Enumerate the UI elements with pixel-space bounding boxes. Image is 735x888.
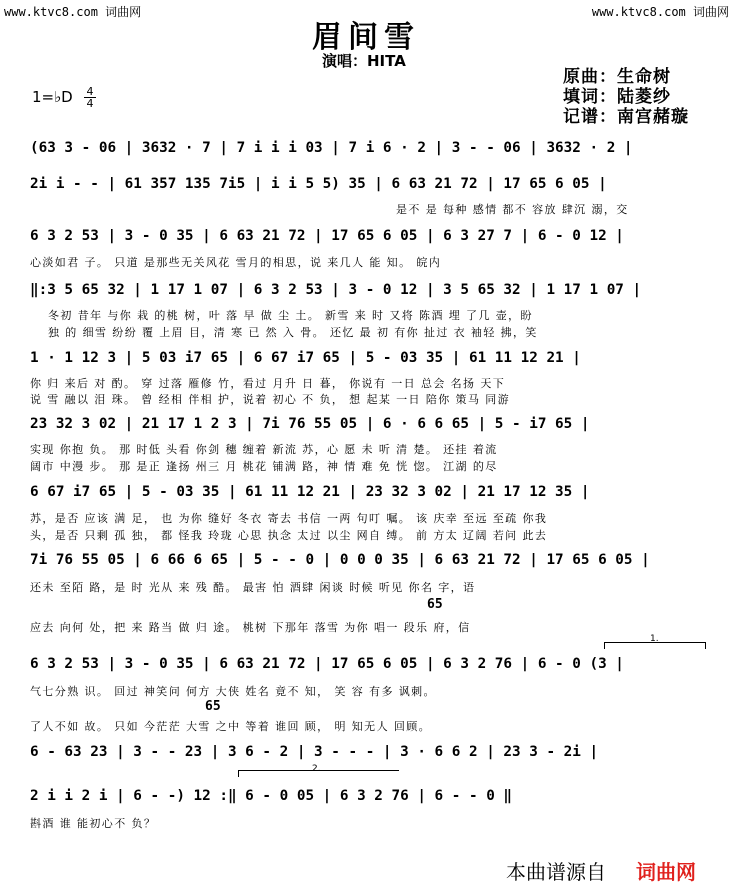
lyric-line-6b: 阔市 中漫 步。 那 是正 逢扬 州三 月 桃花 铺满 路，神 情 难 免 恍 惚。 江湖 的尽 bbox=[30, 460, 498, 473]
score-line-8: 7i 76 55 05 | 6 66 6 65 | 5 - - 0 | 0 0 0 35 | 6 63 21 72 | 17 65 6 05 | bbox=[30, 552, 650, 568]
singer-credit: 演唱：HITA bbox=[322, 52, 406, 70]
key-signature: 1=♭D bbox=[32, 88, 73, 106]
lyric-line-4b: 独 的 细雪 纷纷 覆 上眉 目，清 寒 已 然 入 骨。 还忆 最 初 有你 扯过 衣 袖轻 拂，笑 bbox=[48, 326, 538, 339]
score-line-7: 6 67 i7 65 | 5 - 03 35 | 61 11 12 21 | 23 32 3 02 | 21 17 12 35 | bbox=[30, 484, 590, 500]
score-line-1: (63 3 - 06 | 3632 · 7 | 7 i i i 03 | 7 i 6 · 2 | 3 - - 06 | 3632 · 2 | bbox=[30, 140, 633, 156]
transcriber-credit: 记谱：南宫赭璇 bbox=[563, 107, 689, 127]
footer-label: 本曲谱源自 bbox=[506, 860, 606, 884]
volta-1-label: 1. bbox=[650, 634, 659, 644]
lyricist-credit: 填词：陆菱纱 bbox=[563, 87, 671, 107]
lyric-line-4a: 冬初 昔年 与你 栽 的桃 树，叶 落 早 做 尘 土。 新雪 来 时 又将 陈酒 埋 了几 壶，盼 bbox=[48, 309, 533, 322]
score-line-3: 6 3 2 53 | 3 - 0 35 | 6 63 21 72 | 17 65 6 05 | 6 3 27 7 | 6 - 0 12 | bbox=[30, 228, 624, 244]
time-signature bbox=[84, 86, 96, 109]
score-line-2: 2i i - - | 61 357 135 7i5 | i i 5 5) 35 | 6 63 21 72 | 17 65 6 05 | bbox=[30, 176, 607, 192]
original-credit: 原曲：生命树 bbox=[563, 67, 671, 87]
score-line-6: 23 32 3 02 | 21 17 1 2 3 | 7i 76 55 05 | 6 · 6 6 65 | 5 - i7 65 | bbox=[30, 416, 590, 432]
lyric-line-7b: 头，是否 只剩 孤 独， 都 怪我 玲珑 心思 执念 太过 以尘 网自 缚。 前 方太 辽阔 若问 此去 bbox=[30, 529, 548, 542]
lyric-line-6a: 实现 你抱 负。 那 时低 头看 你剑 穗 缠着 新流 苏，心 愿 未 听 清 楚。 还挂 着流 bbox=[30, 443, 498, 456]
song-title: 眉间雪 bbox=[312, 20, 420, 55]
score-line-9: 6 3 2 53 | 3 - 0 35 | 6 63 21 72 | 17 65 6 05 | 6 3 2 76 | 6 - 0 (3 | bbox=[30, 656, 624, 672]
score-line-10: 6 - 63 23 | 3 - - 23 | 3 6 - 2 | 3 - - - | 3 · 6 6 2 | 23 3 - 2i | bbox=[30, 744, 599, 760]
lyric-line-5a: 你 归 来后 对 酌。 穿 过落 雁修 竹，看过 月升 日 暮， 你说有 一日 总会 名扬 天下 bbox=[30, 377, 506, 390]
volta-2-label: 2. bbox=[312, 764, 321, 774]
aux-notes-8: 65 bbox=[427, 597, 443, 612]
lyric-line-7a: 苏，是否 应该 满 足， 也 为你 缝好 冬衣 寄去 书信 一两 句叮 嘱。 该 庆幸 至远 至疏 你我 bbox=[30, 512, 548, 525]
lyric-line-5b: 说 雪 融以 泪 珠。 曾 经相 伴相 护，说着 初心 不 负， 想 起某 一日 陪你 策马 同游 bbox=[30, 393, 511, 406]
score-line-4: ‖:3 5 65 32 | 1 17 1 07 | 6 3 2 53 | 3 - 0 12 | 3 5 65 32 | 1 17 1 07 | bbox=[30, 282, 642, 298]
time-top: 4 bbox=[86, 85, 94, 98]
score-line-11: 2 i i 2 i | 6 - -) 12 :‖ 6 - 0 05 | 6 3 2 76 | 6 - - 0 ‖ bbox=[30, 788, 513, 804]
aux-notes-9: 65 bbox=[205, 699, 221, 714]
lyric-line-3: 心淡如君 子。 只道 是那些无关风花 雪月的相思，说 来几人 能 知。 皖内 bbox=[30, 256, 442, 269]
lyric-line-2: 是不 是 每种 感情 都不 容放 肆沉 溺，交 bbox=[396, 203, 629, 216]
watermark-left: www.ktvc8.com 词曲网 bbox=[4, 5, 142, 19]
score-line-5: 1 · 1 12 3 | 5 03 i7 65 | 6 67 i7 65 | 5 - 03 35 | 61 11 12 21 | bbox=[30, 350, 581, 366]
lyric-line-9c: 了人不如 故。 只如 今茫茫 大雪 之中 等着 谁回 顾， 明 知无人 回顾。 bbox=[30, 720, 432, 733]
lyric-line-8c: 应去 向何 处，把 来 路当 做 归 途。 桃树 下那年 落雪 为你 唱一 段乐 府，信 bbox=[30, 621, 471, 634]
footer-site-link[interactable]: 词曲网 bbox=[636, 860, 696, 884]
time-bottom: 4 bbox=[86, 97, 94, 110]
lyric-line-11: 斟酒 谁 能初心不 负？ bbox=[30, 817, 157, 830]
lyric-line-8a: 还未 至陌 路，是 时 光从 来 残 酷。 最害 怕 酒肆 闲谈 时候 听见 你名 字，语 bbox=[30, 581, 476, 594]
watermark-right: www.ktvc8.com 词曲网 bbox=[591, 5, 729, 19]
lyric-line-9a: 气七分熟 识。 回过 神笑问 何方 大侠 姓名 竟不 知， 笑 容 有多 讽刺。 bbox=[30, 685, 436, 698]
